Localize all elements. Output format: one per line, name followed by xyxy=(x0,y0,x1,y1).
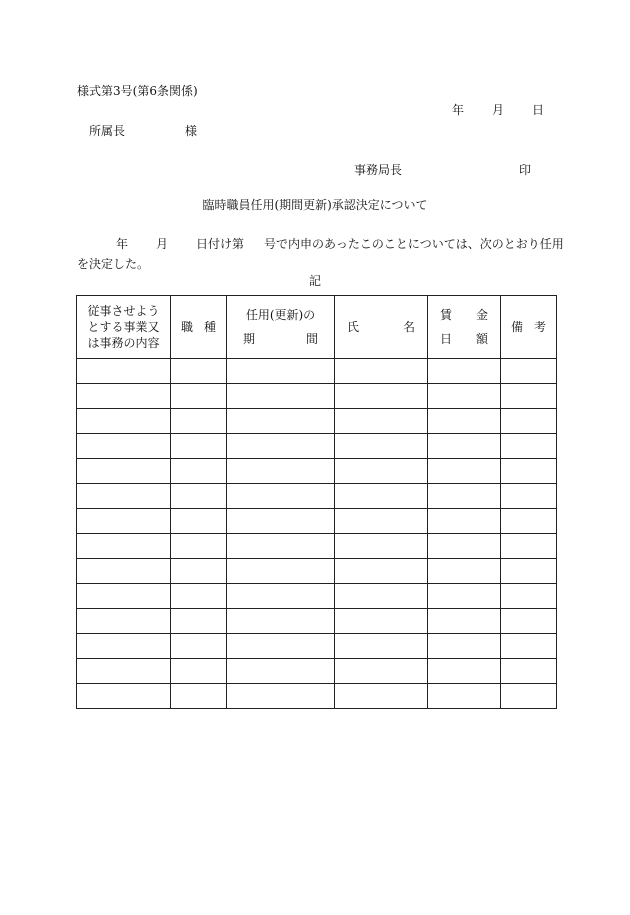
table-cell xyxy=(77,684,171,709)
table-row xyxy=(77,434,557,459)
table-cell xyxy=(501,384,557,409)
table-cell xyxy=(335,534,428,559)
table-cell xyxy=(227,559,335,584)
addressee xyxy=(89,125,197,137)
table-cell xyxy=(335,684,428,709)
document-title: 臨時職員任用(期間更新)承認決定について xyxy=(202,198,428,212)
table-row xyxy=(77,634,557,659)
table-cell xyxy=(501,634,557,659)
table-row xyxy=(77,384,557,409)
table-cell xyxy=(77,484,171,509)
table-cell xyxy=(501,459,557,484)
header-daily-wage: 賃 金 日 額 xyxy=(428,296,501,359)
table-cell xyxy=(227,509,335,534)
table-row xyxy=(77,509,557,534)
table-cell xyxy=(171,484,227,509)
table-cell xyxy=(171,584,227,609)
table-cell xyxy=(335,559,428,584)
addressee-honorific: 様 xyxy=(185,124,198,138)
table-cell xyxy=(335,484,428,509)
table-cell xyxy=(501,434,557,459)
body-part-a: 日付け第 xyxy=(196,237,245,251)
table-cell xyxy=(227,684,335,709)
table-cell xyxy=(501,584,557,609)
record-table xyxy=(76,295,557,709)
table-cell xyxy=(335,409,428,434)
table-cell xyxy=(227,409,335,434)
date-day-label: 日 xyxy=(532,103,545,117)
table-row xyxy=(77,484,557,509)
table-cell xyxy=(77,584,171,609)
table-cell xyxy=(428,534,501,559)
table-cell xyxy=(501,609,557,634)
body-month: 月 xyxy=(156,237,169,251)
table-cell xyxy=(227,634,335,659)
table-row xyxy=(77,559,557,584)
table-cell xyxy=(227,534,335,559)
table-cell xyxy=(171,609,227,634)
seal-mark: 印 xyxy=(519,163,532,177)
table-row xyxy=(77,409,557,434)
table-cell xyxy=(501,559,557,584)
table-cell xyxy=(77,459,171,484)
body-line-1 xyxy=(116,238,564,250)
table-cell xyxy=(501,684,557,709)
table-cell xyxy=(428,609,501,634)
body-line-2: を決定した。 xyxy=(77,257,150,271)
date-year-label: 年 xyxy=(452,103,465,117)
table-cell xyxy=(335,509,428,534)
header-work-content: 従事させよう とする事業又 は事務の内容 xyxy=(77,296,171,359)
table-cell xyxy=(428,509,501,534)
table-cell xyxy=(335,609,428,634)
table-cell xyxy=(335,459,428,484)
date-month-label: 月 xyxy=(492,103,505,117)
header-job-type: 職 種 xyxy=(171,296,227,359)
table-cell xyxy=(171,659,227,684)
table-body xyxy=(77,359,557,709)
body-year: 年 xyxy=(116,237,129,251)
table-cell xyxy=(428,409,501,434)
table-cell xyxy=(171,384,227,409)
table-cell xyxy=(171,534,227,559)
table-cell xyxy=(335,584,428,609)
table-row xyxy=(77,659,557,684)
header-period: 任用(更新)の 期 間 xyxy=(227,296,335,359)
table-row xyxy=(77,584,557,609)
header-remarks: 備 考 xyxy=(501,296,557,359)
table-cell xyxy=(77,434,171,459)
date-line xyxy=(452,104,544,116)
table-row xyxy=(77,534,557,559)
table-cell xyxy=(171,409,227,434)
table-cell xyxy=(171,559,227,584)
table-cell xyxy=(335,359,428,384)
table-cell xyxy=(428,384,501,409)
table-cell xyxy=(77,659,171,684)
table-row xyxy=(77,459,557,484)
table-cell xyxy=(501,509,557,534)
table-cell xyxy=(227,659,335,684)
table-cell xyxy=(501,409,557,434)
table-row xyxy=(77,359,557,384)
table-cell xyxy=(227,484,335,509)
table-cell xyxy=(77,384,171,409)
form-number: 様式第3号(第6条関係) xyxy=(77,84,198,98)
header-name: 氏 名 xyxy=(335,296,428,359)
table-cell xyxy=(227,459,335,484)
table-cell xyxy=(171,684,227,709)
table-cell xyxy=(501,359,557,384)
table-cell xyxy=(77,559,171,584)
table-cell xyxy=(227,384,335,409)
table-cell xyxy=(335,659,428,684)
table-cell xyxy=(227,584,335,609)
table-cell xyxy=(428,434,501,459)
sender xyxy=(354,164,531,176)
table-cell xyxy=(77,534,171,559)
table-cell xyxy=(428,459,501,484)
table-cell xyxy=(428,584,501,609)
table-cell xyxy=(171,634,227,659)
table-row xyxy=(77,609,557,634)
table-cell xyxy=(227,359,335,384)
body-part-b: 号で内申のあったこのことについては、次のとおり任用 xyxy=(264,237,564,251)
table-cell xyxy=(428,684,501,709)
table-cell xyxy=(501,659,557,684)
table-cell xyxy=(171,434,227,459)
table-cell xyxy=(227,434,335,459)
sender-title: 事務局長 xyxy=(354,163,403,177)
table-cell xyxy=(428,484,501,509)
table-cell xyxy=(501,534,557,559)
table-cell xyxy=(171,459,227,484)
table-cell xyxy=(77,359,171,384)
ki-heading: 記 xyxy=(308,274,321,288)
table-row xyxy=(77,684,557,709)
table-cell xyxy=(335,634,428,659)
table-cell xyxy=(335,384,428,409)
table-cell xyxy=(77,634,171,659)
table-cell xyxy=(501,484,557,509)
table-cell xyxy=(428,559,501,584)
addressee-office: 所属長 xyxy=(89,124,126,138)
table-cell xyxy=(77,509,171,534)
table-cell xyxy=(428,634,501,659)
table-cell xyxy=(428,359,501,384)
table-cell xyxy=(77,409,171,434)
table-cell xyxy=(171,509,227,534)
table-header-row xyxy=(77,296,557,359)
table-cell xyxy=(428,659,501,684)
table-cell xyxy=(227,609,335,634)
table-cell xyxy=(171,359,227,384)
table-cell xyxy=(77,609,171,634)
table-cell xyxy=(335,434,428,459)
